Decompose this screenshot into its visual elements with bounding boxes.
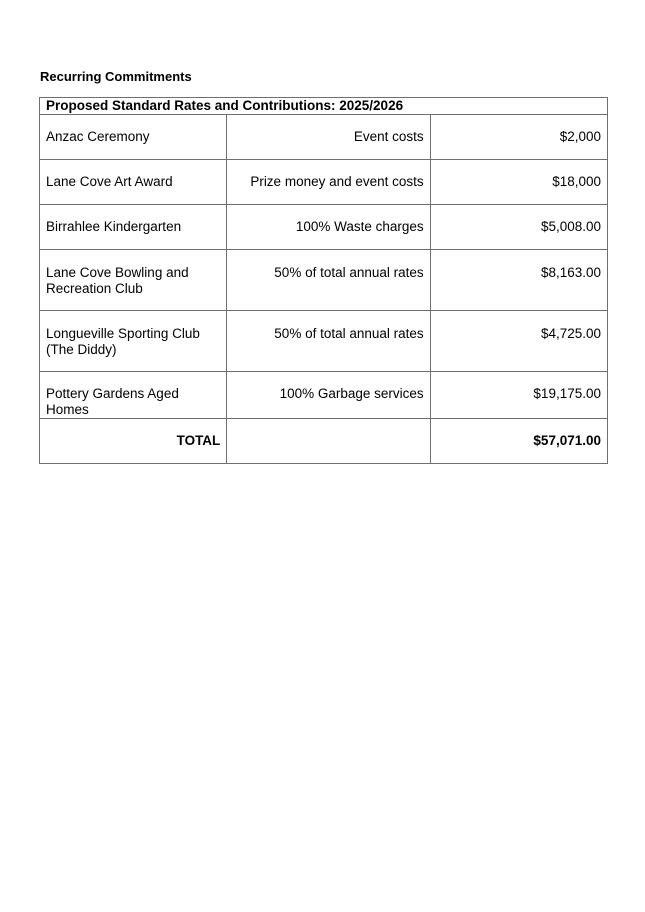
- amount-value: $18,000: [430, 160, 607, 205]
- table-row: [40, 205, 608, 250]
- cost-description: Prize money and event costs: [227, 160, 430, 205]
- amount-value: $5,008.00: [430, 205, 607, 250]
- table-title-row: [40, 98, 608, 115]
- cost-description: Event costs: [227, 115, 430, 160]
- total-row: [40, 419, 608, 464]
- amount-value: $4,725.00: [430, 311, 607, 372]
- section-heading: Recurring Commitments: [40, 69, 192, 84]
- table-row: [40, 250, 608, 311]
- cost-description: 100% Waste charges: [227, 205, 430, 250]
- recipient-name: Lane Cove Art Award: [40, 160, 227, 205]
- commitments-table: [39, 97, 608, 464]
- total-label: TOTAL: [40, 419, 227, 464]
- total-amount: $57,071.00: [430, 419, 607, 464]
- table-title: Proposed Standard Rates and Contributions: 2025/2026: [40, 98, 608, 115]
- amount-value: $19,175.00: [430, 372, 607, 419]
- recipient-name: Pottery Gardens Aged Homes: [40, 372, 227, 419]
- recipient-name: Longueville Sporting Club (The Diddy): [40, 311, 227, 372]
- recipient-name: Birrahlee Kindergarten: [40, 205, 227, 250]
- amount-value: $8,163.00: [430, 250, 607, 311]
- table-row: [40, 311, 608, 372]
- recipient-name: Lane Cove Bowling and Recreation Club: [40, 250, 227, 311]
- total-description: [227, 419, 430, 464]
- cost-description: 50% of total annual rates: [227, 250, 430, 311]
- cost-description: 50% of total annual rates: [227, 311, 430, 372]
- table-row: [40, 160, 608, 205]
- table-row: [40, 115, 608, 160]
- amount-value: $2,000: [430, 115, 607, 160]
- recipient-name: Anzac Ceremony: [40, 115, 227, 160]
- cost-description: 100% Garbage services: [227, 372, 430, 419]
- table-row: [40, 372, 608, 419]
